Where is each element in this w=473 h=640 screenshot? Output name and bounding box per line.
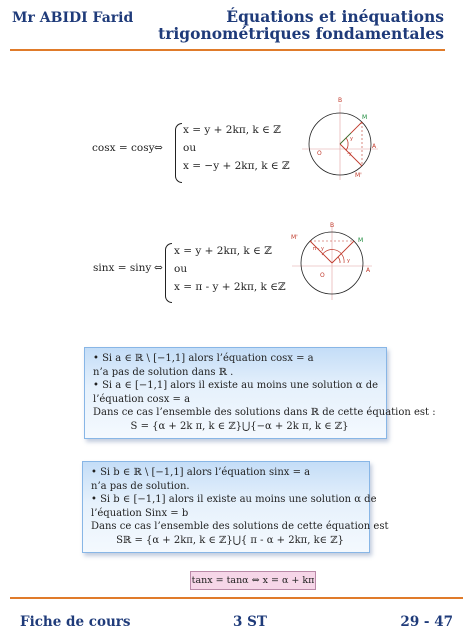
sin-box-line-1: • Si b ∈ ℝ \ [−1,1] alors l’équation sinx = a: [91, 467, 311, 478]
sin-solution-2: x = π - y + 2kπ, k ∈ℤ: [174, 281, 286, 293]
cos-lhs: cosx = cosy: [92, 142, 155, 154]
sin-box-line-5: Dans ce cas l’ensemble des solutions de cette équation est: [91, 521, 389, 533]
header-divider: [10, 49, 445, 51]
label-a: A: [366, 267, 371, 274]
sin-or: ou: [174, 263, 188, 275]
cos-brace: [175, 123, 182, 183]
title-line-2: trigonométriques fondamentales: [158, 24, 444, 43]
label-b: B: [330, 222, 335, 229]
sin-equivalence-arrow: ⇔: [154, 262, 163, 274]
cos-box-line-1: • Si a ∈ ℝ \ [−1,1] alors l’équation cosx = a: [93, 353, 314, 364]
label-y: y: [347, 258, 350, 264]
angle-y-arc: [346, 138, 348, 144]
cos-equation-box: [84, 347, 436, 439]
label-o: O: [317, 150, 322, 157]
author-name: Mr ABIDI Farid: [12, 10, 134, 26]
sin-brace: [165, 243, 172, 303]
label-b: B: [338, 97, 343, 104]
cos-solution-1: x = y + 2kπ, k ∈ ℤ: [183, 124, 281, 136]
radius-om-prime: [310, 241, 332, 263]
sin-box-line-2: n’a pas de solution.: [91, 480, 190, 492]
sin-box-solution-set: Sℝ = {α + 2kπ, k ∈ ℤ}⋃{ π - α + 2kπ, k∈ ℤ}: [116, 534, 344, 546]
label-y: y: [350, 136, 353, 142]
label-m-prime: M': [291, 234, 298, 241]
footer-class: 3 ST: [233, 614, 267, 630]
sin-unit-circle-diagram: [288, 218, 376, 302]
cos-or: ou: [183, 142, 197, 154]
label-o: O: [320, 272, 325, 279]
sin-box-line-3: • Si b ∈ [−1,1] alors il existe au moins une solution α de: [91, 494, 377, 506]
footer-doc-type: Fiche de cours: [20, 614, 131, 630]
label-m: M: [358, 237, 364, 244]
label-m: M: [362, 114, 368, 121]
title-line-1: Équations et inéquations: [226, 7, 444, 26]
footer-page-number: 29 - 47: [400, 614, 453, 630]
page-header: [4, 4, 444, 48]
sin-solution-1: x = y + 2kπ, k ∈ ℤ: [174, 245, 272, 257]
label-m-prime: M': [355, 172, 362, 179]
page-footer: [10, 597, 463, 639]
cos-box-line-3: • Si a ∈ [−1,1] alors il existe au moins une solution α de: [93, 380, 379, 392]
tan-equivalence-box: tanx = tanα ⇔ x = α + kπ: [190, 571, 316, 590]
cos-box-line-5: Dans ce cas l’ensemble des solutions dans ℝ de cette équation est :: [93, 407, 436, 419]
cos-equivalence-arrow: ⇔: [154, 142, 163, 154]
sin-equation-box: [82, 461, 389, 553]
cos-box-line-4: l’équation cosx = a: [93, 393, 191, 405]
sin-lhs: sinx = siny: [93, 262, 152, 274]
cos-box-line-2: n’a pas de solution dans ℝ .: [93, 366, 234, 378]
label-a: A: [372, 143, 377, 150]
label-neg-y: -y: [347, 151, 352, 157]
label-pi-minus-y: π - y: [313, 246, 324, 252]
cos-unit-circle-diagram: [300, 92, 380, 182]
sin-box-line-4: l’équation Sinx = b: [91, 507, 189, 519]
cos-box-solution-set: S = {α + 2k π, k ∈ ℤ}⋃{−α + 2k π, k ∈ ℤ}: [130, 420, 349, 432]
page-title: [158, 8, 444, 42]
radius-om: [332, 241, 354, 263]
angle-y-arc: [338, 257, 340, 263]
cos-solution-2: x = −y + 2kπ, k ∈ ℤ: [183, 160, 290, 172]
